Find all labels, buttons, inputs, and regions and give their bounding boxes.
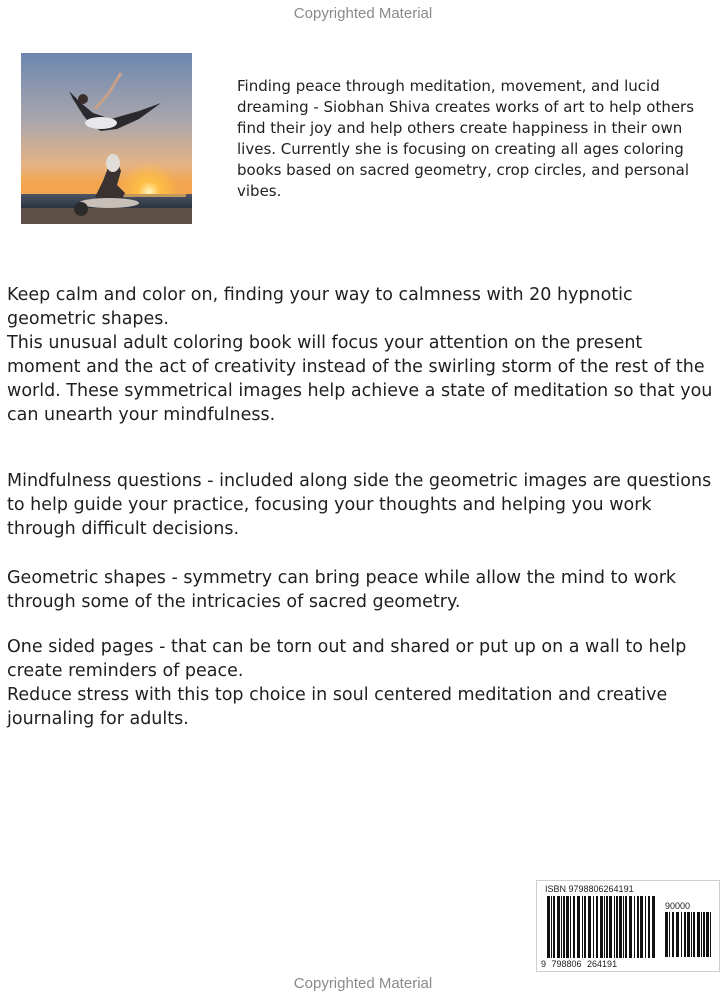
price-barcode-bars-icon — [665, 912, 713, 957]
copyright-watermark-top: Copyrighted Material — [293, 5, 433, 22]
isbn-barcode — [536, 880, 720, 972]
description-paragraph-mindfulness: Mindfulness questions - included along side the geometric images are questions to help guide your practice, focusing your thoughts and helping you work through difficult decisions. — [7, 471, 712, 539]
description-paragraph-geometric: Geometric shapes - symmetry can bring peace while allow the mind to work through some of the intricacies of sacred geometry. — [7, 568, 677, 612]
price-code: 90000 — [665, 901, 691, 911]
isbn-label: ISBN 9798806264191 — [545, 884, 634, 894]
description-paragraph-intro: Keep calm and color on, finding your way to calmness with 20 hypnotic geometric shapes. This unusual adult coloring book will focus your attention on the present moment and the act of creativity instead of the swirling storm of the rest of the world. These symmetrical images help achieve a state of meditation so that you can unearth your mindfulness. — [7, 285, 713, 425]
isbn-digits: 9 798806 264191 — [541, 959, 618, 969]
author-silhouette-sunset-photo-icon — [21, 53, 192, 224]
barcode-bars-icon — [547, 896, 657, 958]
copyright-watermark-bottom: Copyrighted Material — [293, 975, 433, 992]
author-bio: Finding peace through meditation, movement, and lucid dreaming - Siobhan Shiva creates works of art to help others find their joy and help others create happiness in their own lives. Currently she is focusing on creating all ages coloring books based on sacred geometry, crop circles, and personal vibes. — [237, 77, 695, 200]
description-paragraph-pages: One sided pages - that can be torn out and shared or put up on a wall to help create reminders of peace. Reduce stress with this top choice in soul centered meditation and creative journaling for adults. — [7, 637, 687, 729]
author-photo — [21, 53, 192, 224]
